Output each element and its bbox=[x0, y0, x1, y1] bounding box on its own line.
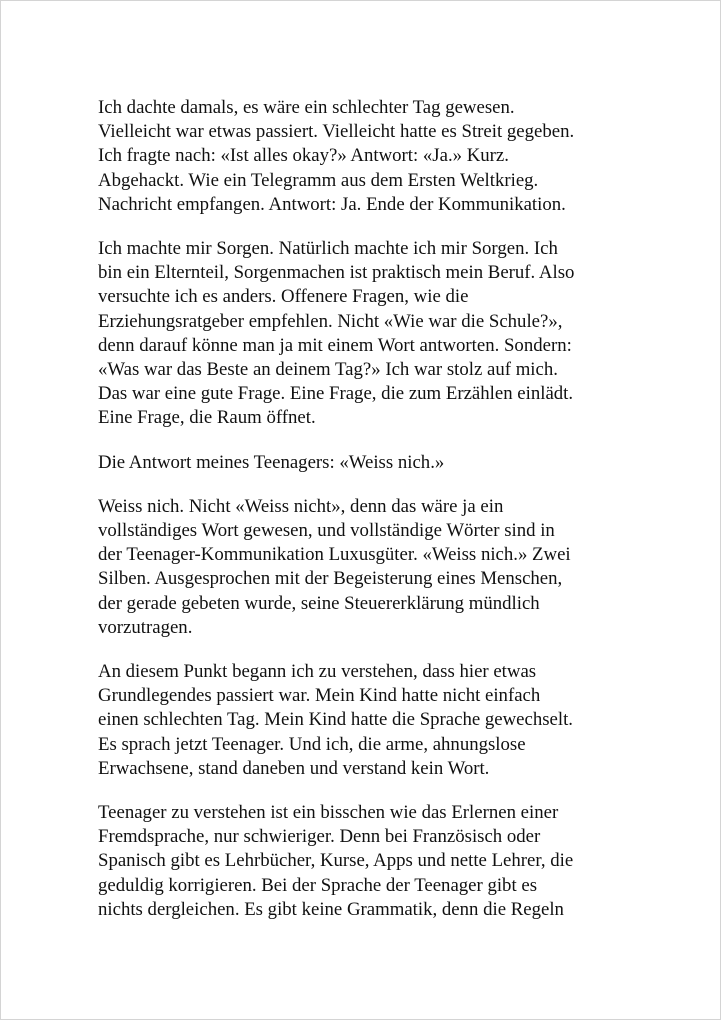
text-line: nichts dergleichen. Es gibt keine Grammatik, denn die Regeln bbox=[98, 898, 564, 920]
text-line: An diesem Punkt begann ich zu verstehen, dass hier etwas bbox=[98, 661, 537, 683]
paragraph-6 bbox=[98, 801, 638, 922]
text-line: Weiss nich. Nicht «Weiss nicht», denn das wäre ja ein bbox=[98, 495, 504, 517]
text-line: bin ein Elternteil, Sorgenmachen ist praktisch mein Beruf. Also bbox=[98, 262, 575, 284]
paragraph-1 bbox=[98, 96, 638, 217]
text-line: Erziehungsratgeber empfehlen. Nicht «Wie war die Schule?», bbox=[98, 310, 563, 332]
text-line: Es sprach jetzt Teenager. Und ich, die arme, ahnungslose bbox=[98, 733, 526, 755]
text-line: Ich dachte damals, es wäre ein schlechter Tag gewesen. bbox=[98, 97, 515, 118]
text-line: Silben. Ausgesprochen mit der Begeisterung eines Menschen, bbox=[98, 568, 563, 590]
text-line: Spanisch gibt es Lehrbücher, Kurse, Apps und nette Lehrer, die bbox=[98, 850, 574, 872]
text-line: Fremdsprache, nur schwieriger. Denn bei Französisch oder bbox=[98, 826, 541, 848]
text-line: vorzutragen. bbox=[98, 616, 193, 638]
text-line: der Teenager-Kommunikation Luxusgüter. «Weiss nich.» Zwei bbox=[98, 544, 571, 566]
text-line: geduldig korrigieren. Bei der Sprache der Teenager gibt es bbox=[98, 874, 538, 896]
text-line: Nachricht empfangen. Antwort: Ja. Ende der Kommunikation. bbox=[98, 193, 566, 215]
document-body bbox=[98, 96, 638, 942]
text-line: Das war eine gute Frage. Eine Frage, die zum Erzählen einlädt. bbox=[98, 383, 574, 405]
text-line: vollständiges Wort gewesen, und vollständige Wörter sind in bbox=[98, 520, 555, 542]
text-line: Erwachsene, stand daneben und verstand kein Wort. bbox=[98, 757, 490, 779]
text-line: Teenager zu verstehen ist ein bisschen wie das Erlernen einer bbox=[98, 802, 559, 824]
text-line: Vielleicht war etwas passiert. Vielleicht hatte es Streit gegeben. bbox=[98, 121, 575, 143]
text-line: Die Antwort meines Teenagers: «Weiss nich.» bbox=[98, 451, 445, 473]
text-line: Ich fragte nach: «Ist alles okay?» Antwort: «Ja.» Kurz. bbox=[98, 145, 509, 167]
text-line: «Was war das Beste an deinem Tag?» Ich war stolz auf mich. bbox=[98, 359, 558, 381]
paragraph-5 bbox=[98, 660, 638, 781]
paragraph-4 bbox=[98, 495, 638, 640]
text-line: Eine Frage, die Raum öffnet. bbox=[98, 407, 316, 429]
paragraph-2 bbox=[98, 237, 638, 431]
text-line: denn darauf könne man ja mit einem Wort antworten. Sondern: bbox=[98, 334, 572, 356]
text-line: Ich machte mir Sorgen. Natürlich machte ich mir Sorgen. Ich bbox=[98, 238, 558, 260]
paragraph-3 bbox=[98, 451, 638, 475]
text-line: der gerade gebeten wurde, seine Steuererklärung mündlich bbox=[98, 592, 540, 614]
text-line: Abgehackt. Wie ein Telegramm aus dem Ersten Weltkrieg. bbox=[98, 169, 539, 191]
text-line: einen schlechten Tag. Mein Kind hatte die Sprache gewechselt. bbox=[98, 709, 574, 731]
text-line: Grundlegendes passiert war. Mein Kind hatte nicht einfach bbox=[98, 685, 541, 707]
text-line: versuchte ich es anders. Offenere Fragen, wie die bbox=[98, 286, 469, 308]
